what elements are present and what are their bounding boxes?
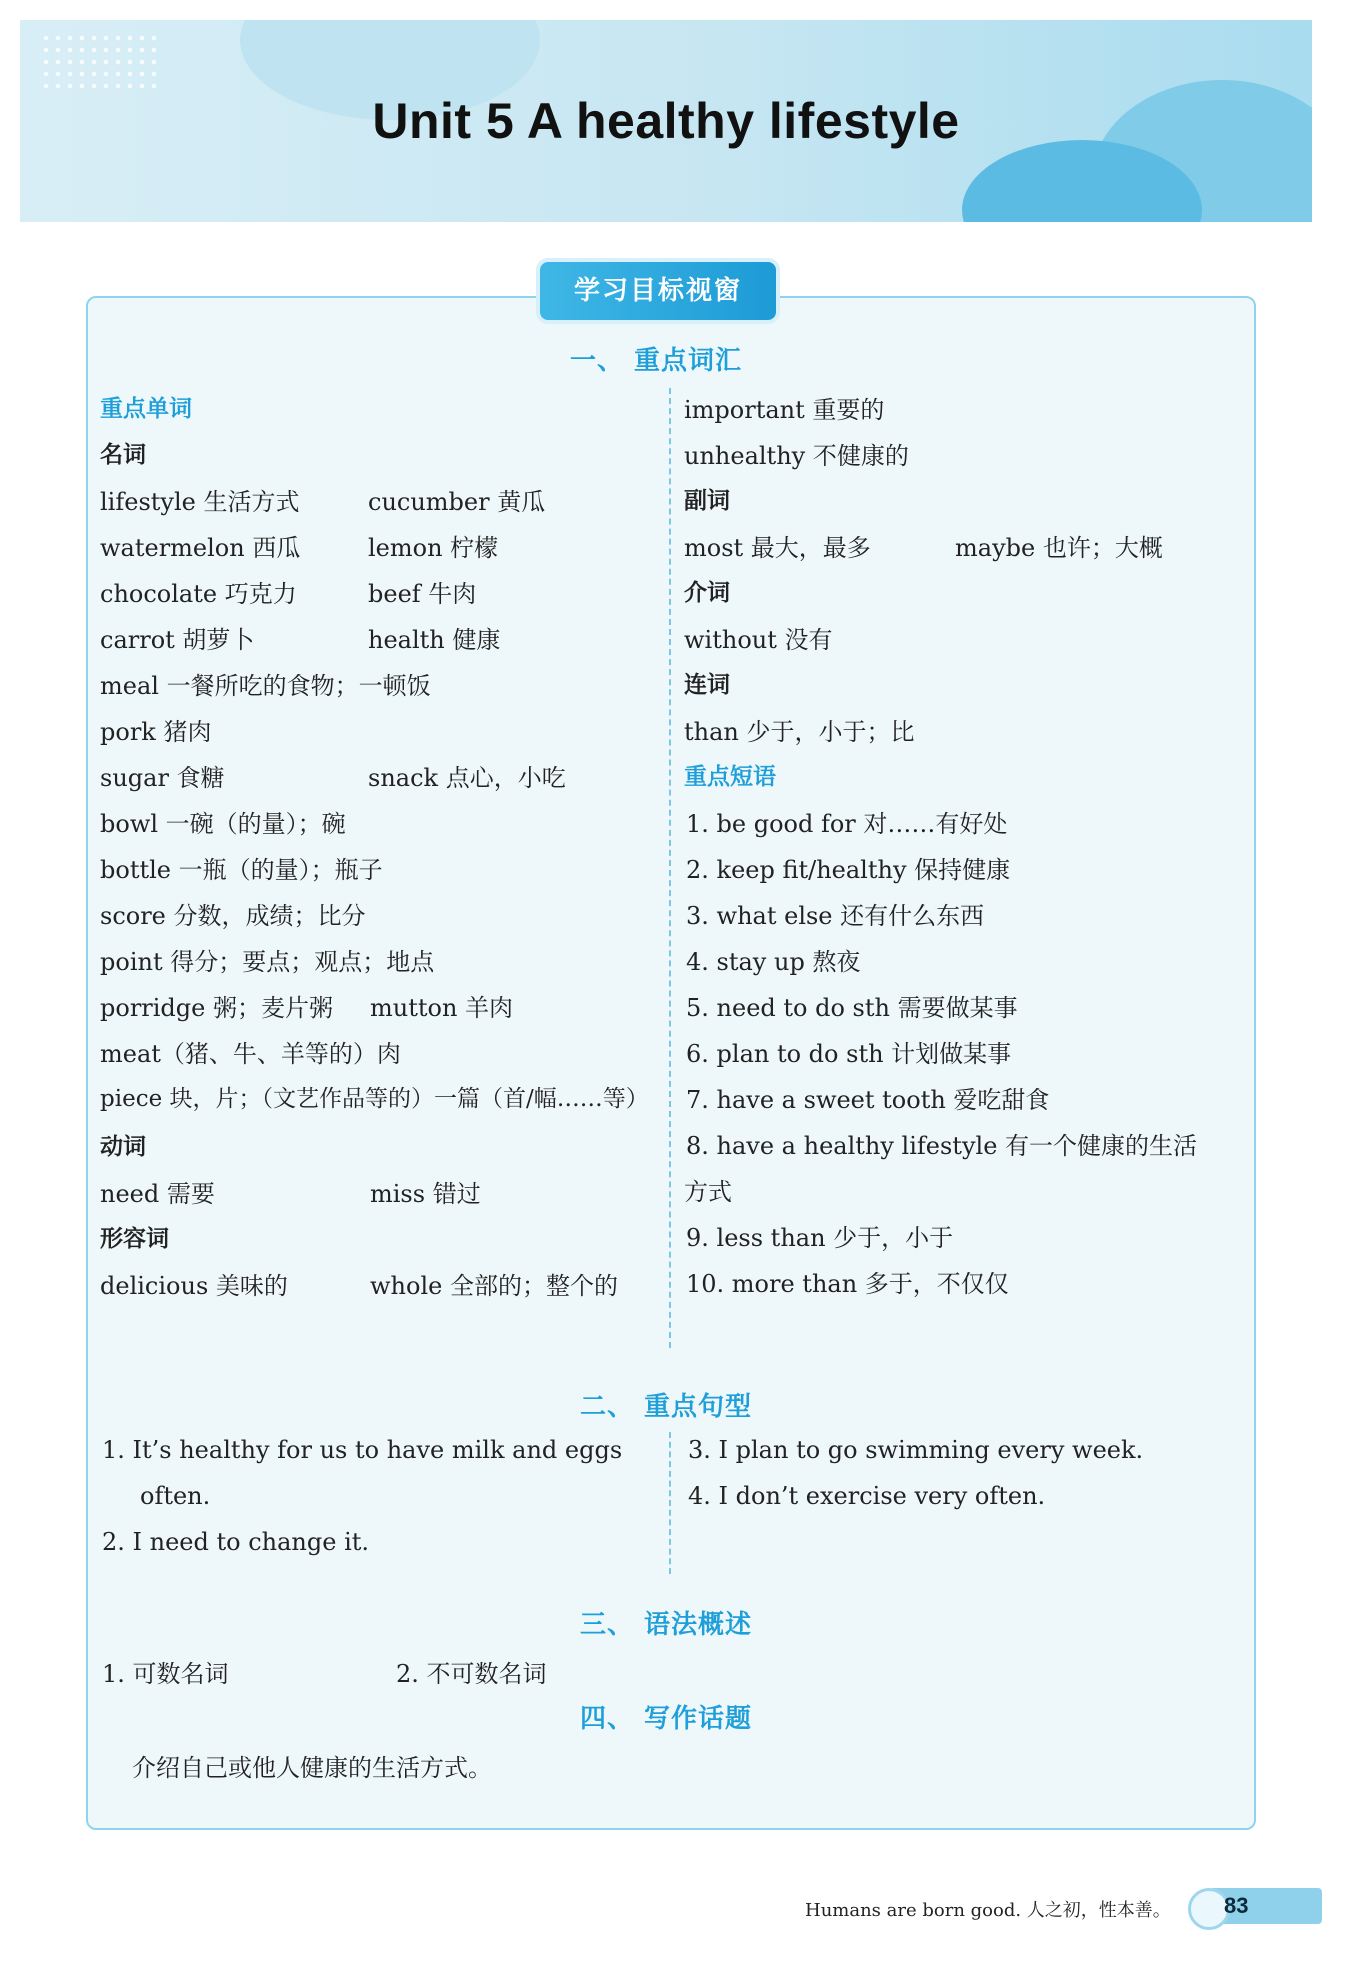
phrase-item: 2. keep fit/healthy 保持健康 xyxy=(686,856,1011,884)
phrase-item-continued: 方式 xyxy=(684,1178,732,1206)
page-number: 83 xyxy=(1224,1893,1249,1918)
column-divider xyxy=(669,1432,671,1574)
vocab-item: bottle 一瓶（的量）；瓶子 xyxy=(100,856,383,884)
writing-topic: 介绍自己或他人健康的生活方式。 xyxy=(132,1754,492,1782)
vocab-item: beef 牛肉 xyxy=(368,580,477,608)
sentence-item: 1. It’s healthy for us to have milk and eggs xyxy=(102,1436,623,1464)
vocab-item: without 没有 xyxy=(684,626,833,654)
phrase-item: 6. plan to do sth 计划做某事 xyxy=(686,1040,1012,1068)
vocab-item: score 分数，成绩；比分 xyxy=(100,902,366,930)
vocab-item: watermelon 西瓜 xyxy=(100,534,301,562)
vocab-item: meal 一餐所吃的食物；一顿饭 xyxy=(100,672,431,700)
phrase-item: 4. stay up 熬夜 xyxy=(686,948,861,976)
vocab-item: maybe 也许；大概 xyxy=(955,534,1163,562)
footer-motto: Humans are born good. 人之初，性本善。 xyxy=(805,1900,1171,1921)
vocab-item: need 需要 xyxy=(100,1180,215,1208)
vocab-item: whole 全部的；整个的 xyxy=(370,1272,618,1300)
verbs-label: 动词 xyxy=(100,1134,146,1160)
header-banner xyxy=(20,20,1312,222)
sentence-item: 2. I need to change it. xyxy=(102,1528,370,1556)
grammar-item: 2. 不可数名词 xyxy=(396,1660,547,1688)
vocab-item: snack 点心，小吃 xyxy=(368,764,566,792)
vocab-item: lifestyle 生活方式 xyxy=(100,488,300,516)
vocab-item: porridge 粥；麦片粥 xyxy=(100,994,333,1022)
vocab-item: cucumber 黄瓜 xyxy=(368,488,546,516)
sentence-item: 4. I don’t exercise very often. xyxy=(688,1482,1046,1510)
vocab-item: lemon 柠檬 xyxy=(368,534,499,562)
section-heading-sentences: 二、 重点句型 xyxy=(580,1392,753,1422)
phrase-item: 5. need to do sth 需要做某事 xyxy=(686,994,1018,1022)
vocab-item: miss 错过 xyxy=(370,1180,481,1208)
adjectives-label: 形容词 xyxy=(100,1226,169,1252)
section-heading-vocab: 一、 重点词汇 xyxy=(570,346,743,376)
grammar-item: 1. 可数名词 xyxy=(102,1660,229,1688)
prepositions-label: 介词 xyxy=(684,580,730,606)
phrase-item: 10. more than 多于，不仅仅 xyxy=(686,1270,1009,1298)
vocab-item: pork 猪肉 xyxy=(100,718,212,746)
vocab-item: delicious 美味的 xyxy=(100,1272,288,1300)
nouns-label: 名词 xyxy=(100,442,146,468)
vocab-item: chocolate 巧克力 xyxy=(100,580,297,608)
section-heading-grammar: 三、 语法概述 xyxy=(580,1610,753,1640)
phrase-item: 8. have a healthy lifestyle 有一个健康的生活 xyxy=(686,1132,1198,1160)
adverbs-label: 副词 xyxy=(684,488,730,514)
section-heading-writing: 四、 写作话题 xyxy=(580,1704,753,1734)
dot-pattern xyxy=(40,32,160,92)
vocab-item: piece 块，片；（文艺作品等的）一篇（首/幅……等） xyxy=(100,1086,649,1112)
vocab-item: most 最大，最多 xyxy=(684,534,871,562)
column-divider xyxy=(669,388,671,1348)
conjunctions-label: 连词 xyxy=(684,672,730,698)
phrase-item: 1. be good for 对……有好处 xyxy=(686,810,1008,838)
sentence-item-continued: often. xyxy=(140,1482,211,1510)
vocab-item: point 得分；要点；观点；地点 xyxy=(100,948,435,976)
phrase-item: 7. have a sweet tooth 爱吃甜食 xyxy=(686,1086,1050,1114)
section-badge: 学习目标视窗 xyxy=(540,262,776,320)
phrase-item: 3. what else 还有什么东西 xyxy=(686,902,985,930)
vocab-item: carrot 胡萝卜 xyxy=(100,626,255,654)
vocab-item: meat（猪、牛、羊等的）肉 xyxy=(100,1040,401,1068)
key-phrases-label: 重点短语 xyxy=(684,764,776,790)
vocab-item: than 少于，小于；比 xyxy=(684,718,915,746)
vocab-item: mutton 羊肉 xyxy=(370,994,514,1022)
phrase-item: 9. less than 少于，小于 xyxy=(686,1224,954,1252)
sentence-item: 3. I plan to go swimming every week. xyxy=(688,1436,1144,1464)
vocab-item: health 健康 xyxy=(368,626,501,654)
vocab-item: important 重要的 xyxy=(684,396,885,424)
vocab-item: sugar 食糖 xyxy=(100,764,225,792)
unit-title: Unit 5 A healthy lifestyle xyxy=(372,93,960,149)
vocab-item: unhealthy 不健康的 xyxy=(684,442,909,470)
vocab-item: bowl 一碗（的量）；碗 xyxy=(100,810,346,838)
key-words-label: 重点单词 xyxy=(100,396,192,422)
